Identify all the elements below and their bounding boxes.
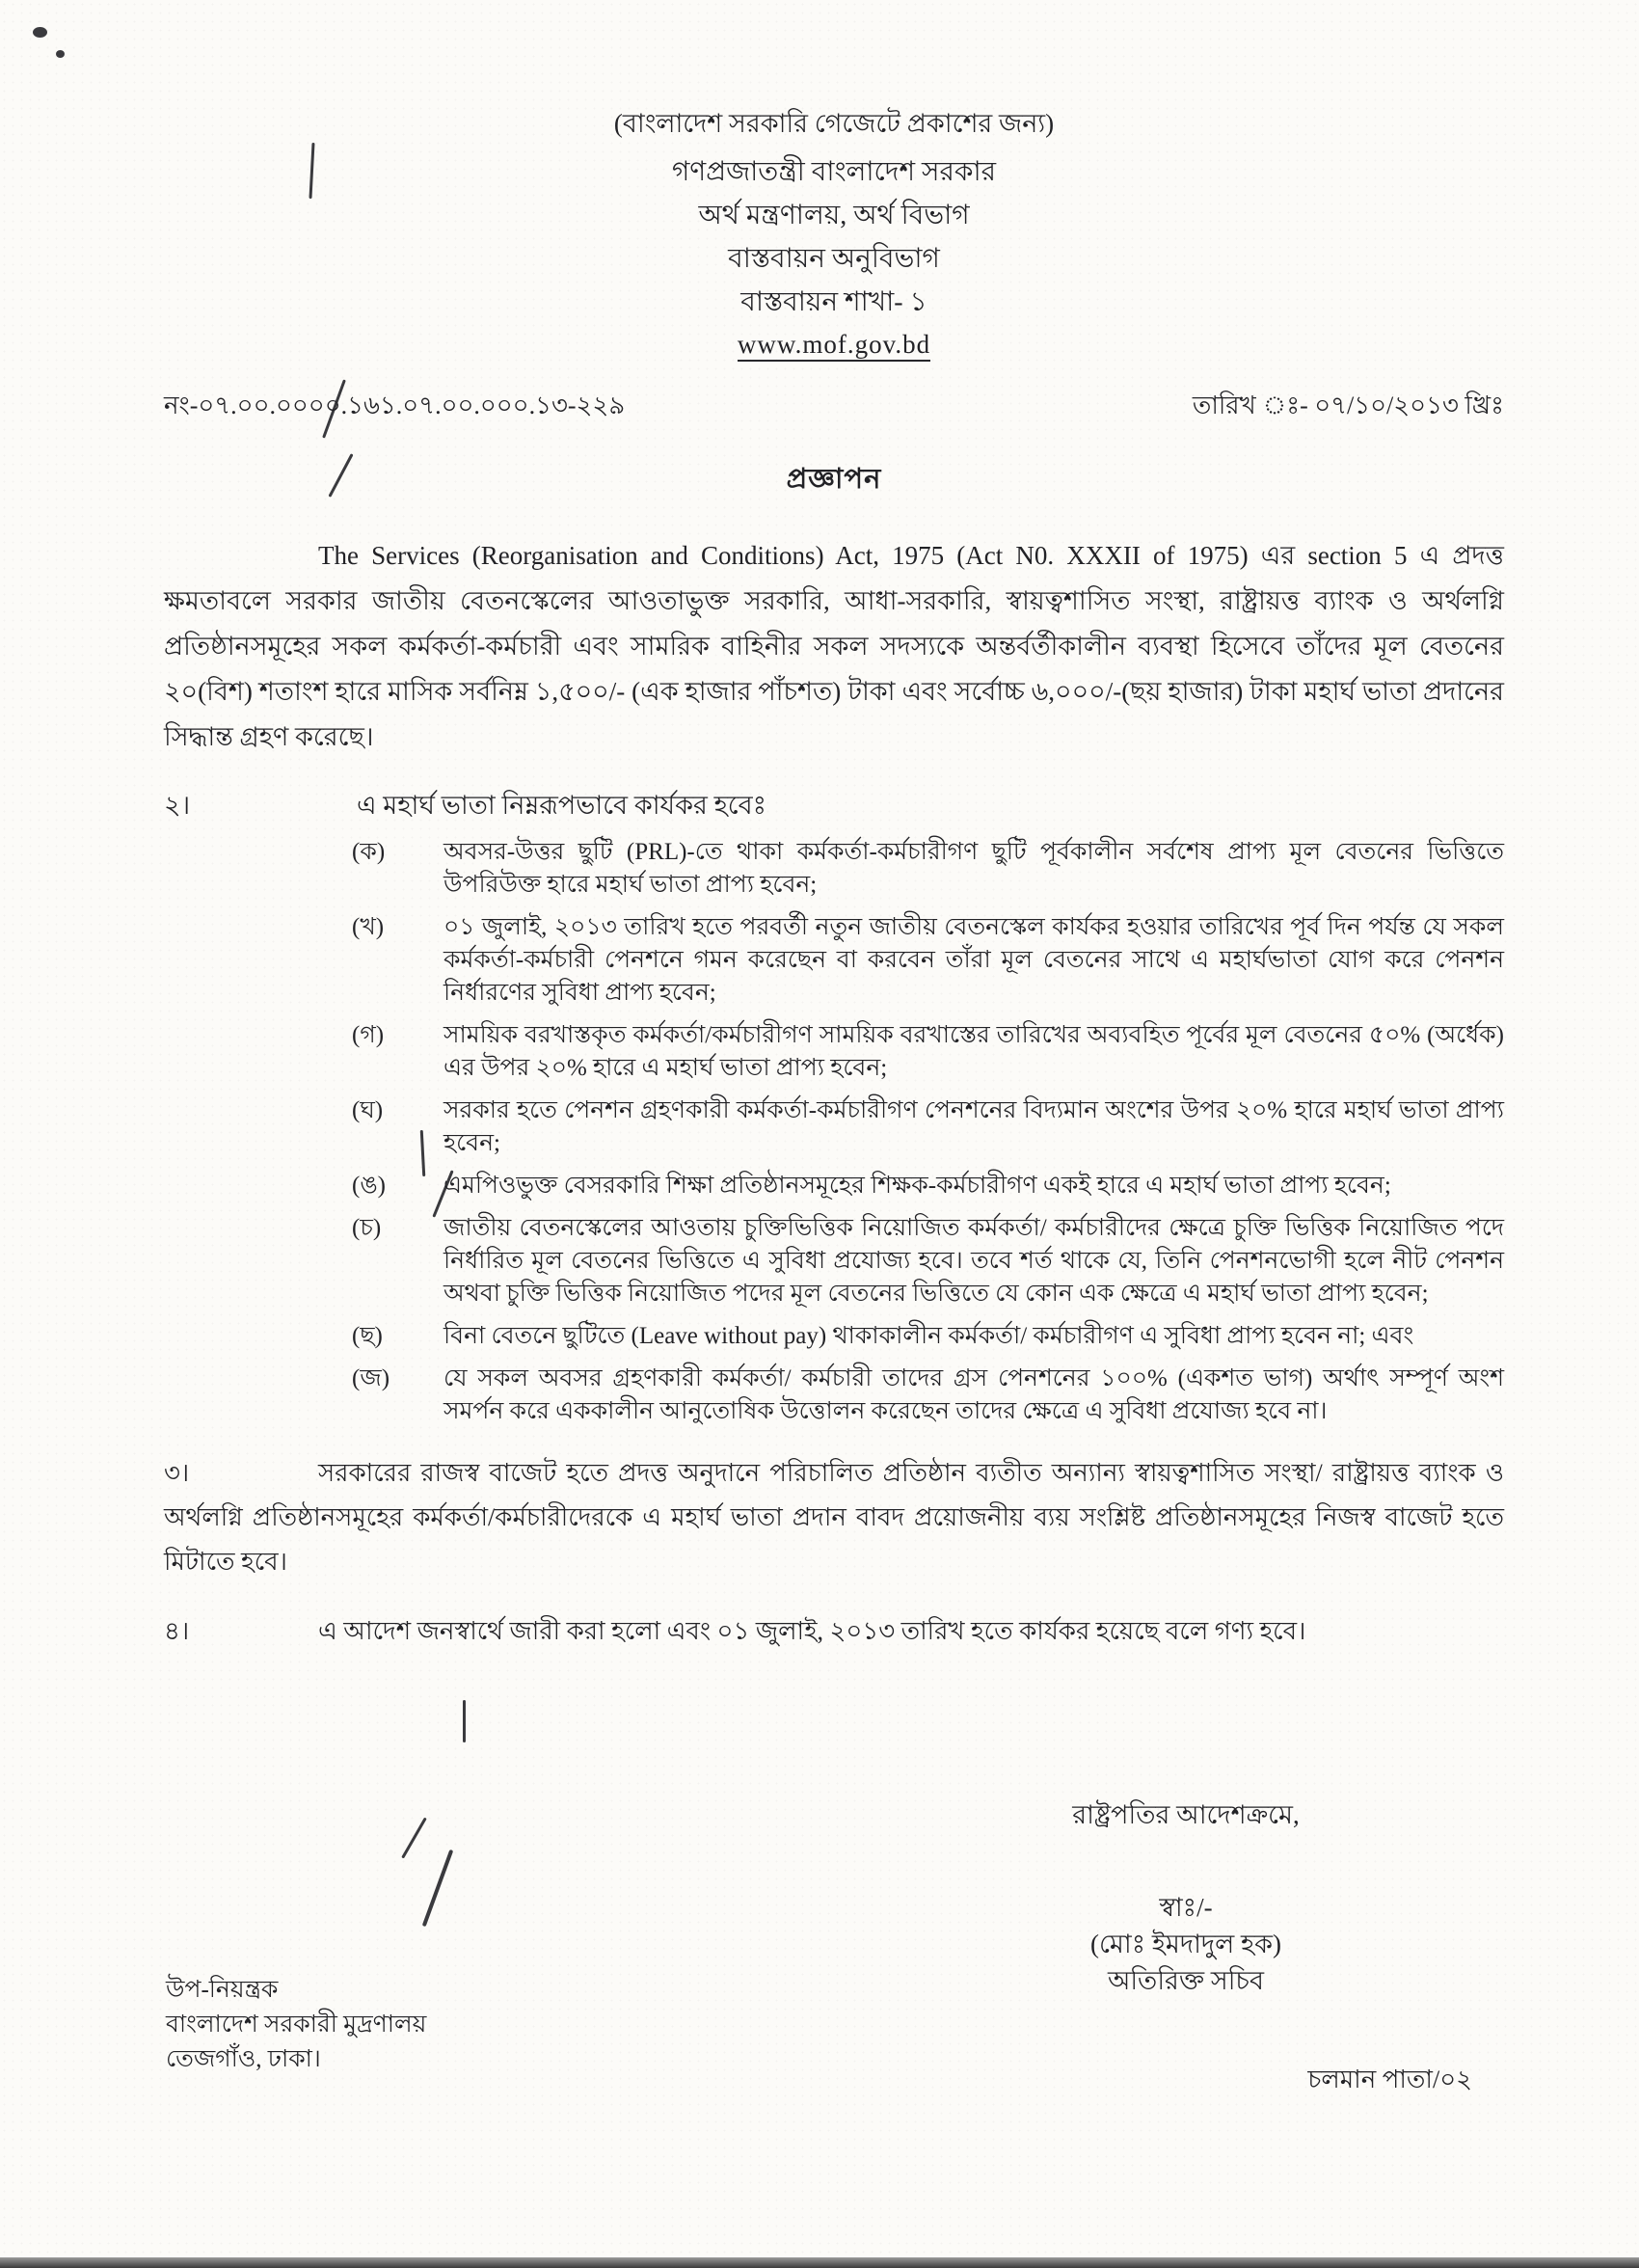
pen-mark bbox=[422, 1850, 453, 1927]
list-item-gha bbox=[352, 1094, 1504, 1160]
memo-date: তারিখ ঃ- ০৭/১০/২০১৩ খ্রিঃ bbox=[1192, 392, 1504, 419]
ministry-name: অর্থ মন্ত্রণালয়, অর্থ বিভাগ bbox=[698, 201, 970, 230]
paragraph-4-number: ৪। bbox=[164, 1617, 190, 1645]
printer-title: উপ-নিয়ন্ত্রক bbox=[166, 1977, 279, 2003]
paragraph-3-text: সরকারের রাজস্ব বাজেট হতে প্রদত্ত অনুদানে পরিচালিত প্রতিষ্ঠান ব্যতীত অন্যান্য স্বায়ত্বশাসিত সংস্থা/ রাষ্ট্রায়ত্ত ব্যাংক ও অর্থলগ্নি প্রতিষ্ঠানসমূহের কর্মকর্তা/কর্মচারীদেরকে এ মহার্ঘ ভাতা প্রদান বাবদ প্রয়োজনীয় ব্যয় সংশ্লিষ্ট প্রতিষ্ঠানসমূহের নিজস্ব বাজেট হতে মিটাতে হবে। bbox=[164, 1459, 1504, 1576]
list-item-text: এমপিওভুক্ত বেসরকারি শিক্ষা প্রতিষ্ঠানসমূহের শিক্ষক-কর্মচারীগণ একই হারে এ মহার্ঘ ভাতা প্রাপ্য হবেন; bbox=[443, 1173, 1391, 1199]
section-2-heading-text: এ মহার্ঘ ভাতা নিম্নরূপভাবে কার্যকর হবেঃ bbox=[357, 791, 767, 820]
scan-speck bbox=[56, 50, 65, 58]
signature-block bbox=[983, 1796, 1388, 1999]
division-name: বাস্তবায়ন অনুবিভাগ bbox=[728, 244, 940, 274]
reference-row bbox=[164, 390, 1504, 422]
gazette-publication-note: (বাংলাদেশ সরকারি গেজেটে প্রকাশের জন্য) bbox=[613, 109, 1055, 138]
sd-mark: স্বাঃ/- bbox=[1159, 1893, 1213, 1922]
section-2-heading bbox=[164, 786, 1504, 824]
list-item-text: জাতীয় বেতনস্কেলের আওতায় চুক্তিভিত্তিক নিয়োজিত কর্মকর্তা/ কর্মচারীদের ক্ষেত্রে চুক্তি ভিত্তিক নিয়োজিত পদে নির্ধারিত মূল বেতনের ভিত্তিতে এ সুবিধা প্রযোজ্য হবে। তবে শর্ত থাকে যে, তিনি পেনশনভোগী হলে নীট পেনশন অথবা চুক্তি ভিত্তিক নিয়োজিত পদের মূল বেতনের ভিত্তিতে যে কোন এক ক্ষেত্রে এ মহার্ঘ ভাতা প্রাপ্য হবেন; bbox=[443, 1215, 1504, 1307]
signatory-name: (মোঃ ইমদাদুল হক) bbox=[1089, 1930, 1282, 1958]
list-item-text: সাময়িক বরখাস্তকৃত কর্মকর্তা/কর্মচারীগণ সাময়িক বরখাস্তের তারিখের অব্যবহিত পূর্বের মূল বেতনের ৫০% (অর্ধেক) এর উপর ২০% হারে এ মহার্ঘ ভাতা প্রাপ্য হবেন; bbox=[443, 1022, 1504, 1081]
section-2-number: ২। bbox=[164, 791, 191, 820]
list-item-ga bbox=[352, 1019, 1504, 1085]
list-item-uma bbox=[352, 1170, 1504, 1202]
list-item-label: (জ) bbox=[352, 1365, 390, 1391]
list-item-label: (খ) bbox=[352, 914, 385, 940]
list-item-cha bbox=[352, 1212, 1504, 1310]
list-item-ja bbox=[352, 1363, 1504, 1428]
paragraph-3 bbox=[164, 1451, 1504, 1584]
list-item-text: সরকার হতে পেনশন গ্রহণকারী কর্মকর্তা-কর্মচারীগণ পেনশনের বিদ্যমান অংশের উপর ২০% হারে মহার্ঘ ভাতা প্রাপ্য হবেন; bbox=[443, 1097, 1504, 1156]
list-item-chha bbox=[352, 1320, 1504, 1353]
list-item-label: (ক) bbox=[352, 839, 386, 865]
branch-name: বাস্তবায়ন শাখা- ১ bbox=[740, 287, 927, 317]
printer-address-block bbox=[166, 1973, 426, 2077]
clause-list bbox=[352, 836, 1504, 1428]
scan-speck bbox=[33, 27, 47, 38]
paragraph-1: The Services (Reorganisation and Conditions) Act, 1975 (Act N0. XXXII of 1975) এর section 5 এ প্রদত্ত ক্ষমতাবলে সরকার জাতীয় বেতনস্কেলের আওতাভুক্ত সরকারি, আধা-সরকারি, স্বায়ত্বশাসিত সংস্থা, রাষ্ট্রায়ত্ত ব্যাংক ও অর্থলগ্নি প্রতিষ্ঠানসমূহের সকল কর্মকর্তা-কর্মচারী এবং সামরিক বাহিনীর সকল সদস্যকে অন্তর্বর্তীকালীন ব্যবস্থা হিসেবে তাঁদের মূল বেতনের ২০(বিশ) শতাংশ হারে মাসিক সর্বনিম্ন ১,৫০০/- (এক হাজার পাঁচশত) টাকা এবং সর্বোচ্চ ৬,০০০/-(ছয় হাজার) টাকা মহার্ঘ ভাতা প্রদানের সিদ্ধান্ত গ্রহণ করেছে। bbox=[164, 541, 1504, 751]
scanner-edge-shadow bbox=[0, 2257, 1639, 2268]
paragraph-3-number: ৩। bbox=[164, 1459, 190, 1487]
list-item-label: (ছ) bbox=[352, 1323, 383, 1349]
list-item-text: অবসর-উত্তর ছুটি (PRL)-তে থাকা কর্মকর্তা-কর্মচারীগণ ছুটি পূর্বকালীন সর্বশেষ প্রাপ্য মূল বেতনের ভিত্তিতে উপরিউক্ত হারে মহার্ঘ ভাতা প্রাপ্য হবেন; bbox=[443, 839, 1504, 898]
list-item-label: (ঘ) bbox=[352, 1097, 384, 1123]
by-order-line: রাষ্ট্রপতির আদেশক্রমে, bbox=[1072, 1800, 1300, 1829]
memo-number: নং-০৭.০০.০০০০.১৬১.০৭.০০.০০০.১৩-২২৯ bbox=[164, 392, 626, 419]
paragraph-4-text: এ আদেশ জনস্বার্থে জারী করা হলো এবং ০১ জুলাই, ২০১৩ তারিখ হতে কার্যকর হয়েছে বলে গণ্য হবে। bbox=[318, 1617, 1306, 1645]
list-item-text: যে সকল অবসর গ্রহণকারী কর্মকর্তা/ কর্মচারী তাদের গ্রস পেনশনের ১০০% (একশত ভাগ) অর্থাৎ সম্পূর্ণ অংশ সমর্পন করে এককালীন আনুতোষিক উত্তোলন করেছেন তাদের ক্ষেত্রে এ সুবিধা প্রযোজ্য হবে না। bbox=[443, 1365, 1504, 1424]
website-url: www.mof.gov.bd bbox=[738, 330, 930, 362]
list-item-label: (গ) bbox=[352, 1022, 385, 1048]
list-item-ka bbox=[352, 836, 1504, 902]
pen-mark bbox=[401, 1817, 427, 1858]
printer-name: বাংলাদেশ সরকারী মুদ্রণালয় bbox=[166, 2012, 427, 2038]
government-name: গণপ্রজাতন্ত্রী বাংলাদেশ সরকার bbox=[671, 157, 997, 187]
website-line bbox=[164, 324, 1504, 364]
printer-location: তেজগাঁও, ঢাকা। bbox=[166, 2046, 321, 2072]
list-item-kha bbox=[352, 911, 1504, 1010]
paragraph-4 bbox=[164, 1609, 1504, 1654]
list-item-label: (চ) bbox=[352, 1215, 382, 1241]
pen-mark bbox=[463, 1700, 466, 1742]
list-item-label: (ঙ) bbox=[352, 1173, 386, 1199]
notification-title: প্রজ্ঞাপন bbox=[786, 464, 882, 495]
list-item-text: বিনা বেতনে ছুটিতে (Leave without pay) থাকাকালীন কর্মকর্তা/ কর্মচারীগণ এ সুবিধা প্রাপ্য হবেন না; এবং bbox=[443, 1323, 1414, 1349]
letterhead bbox=[164, 0, 1504, 364]
continuation-note: চলমান পাতা/০২ bbox=[1307, 2066, 1472, 2093]
signatory-designation: অতিরিক্ত সচিব bbox=[1107, 1966, 1265, 1995]
list-item-text: ০১ জুলাই, ২০১৩ তারিখ হতে পরবর্তী নতুন জাতীয় বেতনস্কেল কার্যকর হওয়ার তারিখের পূর্ব দিন পর্যন্ত যে সকল কর্মকর্তা-কর্মচারী পেনশনে গমন করেছেন বা করবেন তাঁরা মূল বেতনের সাথে এ মহার্ঘভাতা যোগ করে পেনশন নির্ধারণের সুবিধা প্রাপ্য হবেন; bbox=[443, 914, 1504, 1006]
